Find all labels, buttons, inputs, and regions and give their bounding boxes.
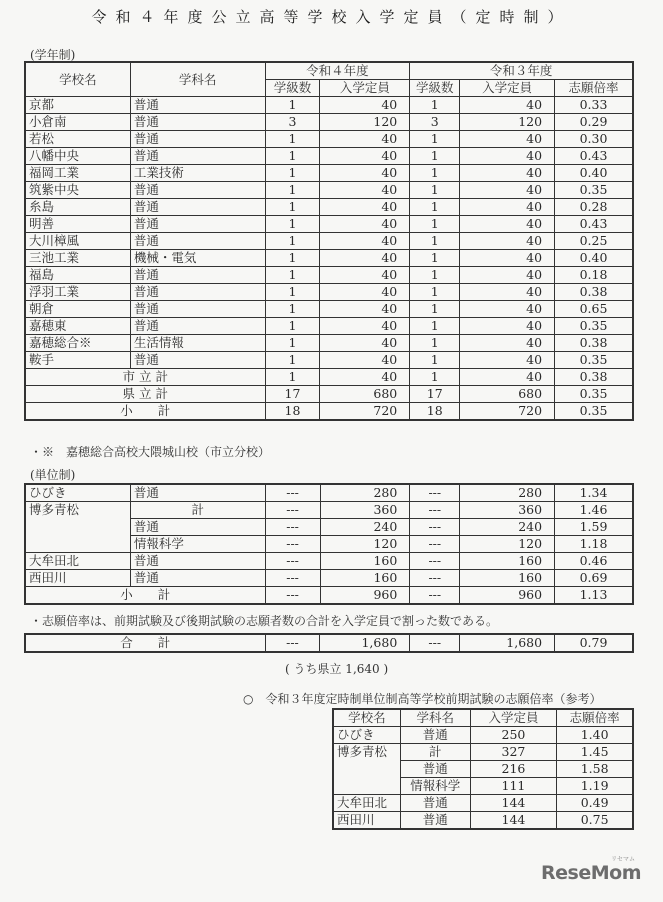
cell-capacity-r3: 40 [460,216,555,233]
cell-rate: 1.40 [557,727,633,744]
header-classes-r3: 学級数 [410,80,460,97]
cell-dept: 普通 [130,148,265,165]
table-row [334,727,633,744]
cell-classes-r4: --- [265,587,320,604]
header-dept: 学科名 [130,63,265,97]
cell-school: 朝倉 [26,301,131,318]
cell-school: ひびき [26,485,131,502]
cell-capacity-r3: 120 [460,114,555,131]
cell-classes-r4: --- [265,635,320,652]
cell-dept: 情報科学 [130,536,265,553]
cell-capacity-r4: 40 [320,250,410,267]
cell-dept: 普通 [130,233,265,250]
cell-dept: 普通 [130,485,265,502]
cell-dept: 機械・電気 [130,250,265,267]
ref-header-rate: 志願倍率 [557,710,633,727]
cell-dept: 普通 [130,199,265,216]
cell-capacity-r3: 40 [460,250,555,267]
cell-rate: 0.69 [555,570,633,587]
cell-classes-r4: 1 [265,284,320,301]
header-r4: 令和４年度 [265,63,410,80]
grand-total-row [26,635,633,652]
cell-capacity: 111 [470,778,557,795]
cell-capacity-r4: 160 [320,570,410,587]
cell-classes-r4: 1 [265,301,320,318]
cell-dept: 普通 [130,352,265,369]
cell-classes-r3: 1 [410,318,460,335]
cell-classes-r3: --- [410,502,460,519]
cell-capacity-r4: 40 [320,352,410,369]
cell-classes-r4: 18 [265,403,320,420]
cell-dept: 普通 [130,553,265,570]
cell-school: 西田川 [26,570,131,587]
cell-rate: 0.65 [555,301,633,318]
cell-capacity-r4: 40 [320,165,410,182]
subtotal-row [26,587,633,604]
cell-classes-r3: --- [410,485,460,502]
cell-capacity-r3: 720 [460,403,555,420]
cell-dept: 情報科学 [400,778,470,795]
cell-dept: 普通 [400,727,470,744]
cell-capacity-r4: 960 [320,587,410,604]
table-row [26,553,633,570]
table-row [26,165,633,182]
table-row [26,267,633,284]
cell-classes-r3: 1 [410,165,460,182]
header-rate: 志願倍率 [555,80,633,97]
cell-classes-r3: --- [410,536,460,553]
cell-rate: 0.35 [555,352,633,369]
cell-capacity-r3: 40 [460,148,555,165]
cell-classes-r3: 1 [410,148,460,165]
credit-system-table [25,484,633,604]
cell-capacity-r4: 120 [320,114,410,131]
grade-system-table [25,62,633,420]
cell-capacity-r4: 120 [320,536,410,553]
cell-capacity-r4: 40 [320,267,410,284]
cell-school: 京都 [26,97,131,114]
cell-rate: 0.18 [555,267,633,284]
cell-dept: 生活情報 [130,335,265,352]
cell-classes-r4: 1 [265,233,320,250]
cell-capacity-r4: 680 [320,386,410,403]
cell-classes-r4: 3 [265,114,320,131]
cell-school: 鞍手 [26,352,131,369]
ref-header-school: 学校名 [334,710,401,727]
cell-capacity-r3: 960 [460,587,555,604]
cell-capacity-r4: 40 [320,301,410,318]
cell-classes-r4: --- [265,536,320,553]
cell-classes-r4: 1 [265,216,320,233]
ref-header-dept: 学科名 [400,710,470,727]
table-row [26,502,633,519]
total-label: 市 立 計 [26,369,266,386]
cell-school: 小倉南 [26,114,131,131]
cell-school: 若松 [26,131,131,148]
cell-classes-r4: --- [265,553,320,570]
cell-capacity-r4: 1,680 [320,635,410,652]
cell-capacity-r3: 680 [460,386,555,403]
cell-classes-r3: 1 [410,284,460,301]
cell-rate: 0.43 [555,216,633,233]
cell-capacity-r3: 40 [460,369,555,386]
grand-total-table [25,634,633,652]
table-row [26,250,633,267]
total-row [26,369,633,386]
cell-capacity-r3: 40 [460,233,555,250]
cell-classes-r3: 18 [410,403,460,420]
logo-text: ReseMom [541,862,641,884]
cell-classes-r3: 17 [410,386,460,403]
cell-classes-r3: 1 [410,233,460,250]
cell-capacity-r3: 40 [460,301,555,318]
cell-capacity-r3: 40 [460,267,555,284]
table-row [26,182,633,199]
cell-rate: 0.35 [555,182,633,199]
cell-classes-r3: --- [410,635,460,652]
cell-rate: 1.18 [555,536,633,553]
cell-rate: 0.46 [555,553,633,570]
cell-dept: 普通 [400,795,470,812]
cell-rate: 0.79 [555,635,633,652]
cell-capacity-r4: 40 [320,148,410,165]
cell-school: 浮羽工業 [26,284,131,301]
cell-classes-r3: --- [410,553,460,570]
cell-dept: 普通 [130,570,265,587]
cell-rate: 0.38 [555,284,633,301]
cell-rate: 1.45 [557,744,633,761]
cell-capacity-r4: 40 [320,335,410,352]
cell-capacity-r3: 40 [460,165,555,182]
cell-rate: 0.33 [555,97,633,114]
cell-classes-r4: 17 [265,386,320,403]
cell-capacity-r3: 40 [460,284,555,301]
cell-capacity-r4: 40 [320,233,410,250]
cell-school: 博多青松 [26,502,131,553]
cell-classes-r3: 1 [410,352,460,369]
cell-rate: 0.75 [557,812,633,829]
cell-classes-r3: 1 [410,182,460,199]
cell-classes-r4: 1 [265,131,320,148]
cell-classes-r3: 1 [410,335,460,352]
cell-classes-r3: 1 [410,267,460,284]
cell-classes-r4: 1 [265,267,320,284]
cell-dept: 工業技術 [130,165,265,182]
cell-dept: 普通 [130,318,265,335]
cell-rate: 0.30 [555,131,633,148]
cell-capacity-r3: 160 [460,570,555,587]
cell-classes-r4: --- [265,485,320,502]
cell-rate: 0.29 [555,114,633,131]
cell-capacity-r3: 40 [460,182,555,199]
cell-school: 大牟田北 [334,795,401,812]
cell-classes-r4: 1 [265,335,320,352]
cell-capacity-r3: 40 [460,318,555,335]
table-row [26,335,633,352]
cell-rate: 0.38 [555,335,633,352]
total-row [26,386,633,403]
cell-capacity-r3: 40 [460,352,555,369]
cell-rate: 0.40 [555,165,633,182]
total-label: 小 計 [26,403,266,420]
cell-dept: 普通 [130,114,265,131]
cell-school: 筑紫中央 [26,182,131,199]
cell-classes-r3: 1 [410,369,460,386]
cell-rate: 0.35 [555,403,633,420]
table-row [334,795,633,812]
cell-capacity: 250 [470,727,557,744]
cell-capacity-r3: 40 [460,199,555,216]
header-r3: 令和３年度 [410,63,633,80]
grand-total-label: 合 計 [26,635,266,652]
cell-capacity-r4: 40 [320,369,410,386]
table-row [26,570,633,587]
cell-classes-r4: 1 [265,250,320,267]
cell-rate: 1.34 [555,485,633,502]
table-row [26,352,633,369]
cell-dept: 普通 [130,267,265,284]
table-row [26,131,633,148]
cell-classes-r4: 1 [265,182,320,199]
cell-classes-r4: 1 [265,148,320,165]
cell-capacity-r3: 40 [460,335,555,352]
cell-school: 大牟田北 [26,553,131,570]
total-label: 県 立 計 [26,386,266,403]
cell-rate: 1.46 [555,502,633,519]
cell-dept: 普通 [400,761,470,778]
table-row [26,216,633,233]
cell-capacity-r4: 40 [320,131,410,148]
cell-capacity-r3: 1,680 [460,635,555,652]
cell-classes-r3: 1 [410,250,460,267]
table-row [26,148,633,165]
cell-capacity: 216 [470,761,557,778]
cell-classes-r3: --- [410,519,460,536]
cell-school: 博多青松 [334,744,401,795]
cell-capacity-r3: 40 [460,131,555,148]
table-row [26,233,633,250]
cell-classes-r4: --- [265,502,320,519]
cell-capacity-r4: 40 [320,216,410,233]
cell-rate: 0.43 [555,148,633,165]
total-row [26,403,633,420]
cell-classes-r3: 3 [410,114,460,131]
cell-capacity-r4: 40 [320,97,410,114]
cell-school: 糸島 [26,199,131,216]
cell-dept: 普通 [130,301,265,318]
cell-rate: 1.13 [555,587,633,604]
cell-dept: 普通 [130,97,265,114]
section-label-credit-system: (単位制) [30,468,76,482]
cell-rate: 0.35 [555,318,633,335]
cell-classes-r3: 1 [410,216,460,233]
cell-school: 嘉穂東 [26,318,131,335]
cell-dept: 普通 [130,182,265,199]
cell-capacity-r3: 40 [460,97,555,114]
cell-classes-r3: 1 [410,131,460,148]
cell-classes-r4: --- [265,570,320,587]
cell-school: ひびき [334,727,401,744]
cell-school: 大川樟風 [26,233,131,250]
cell-school: 三池工業 [26,250,131,267]
cell-capacity-r4: 40 [320,182,410,199]
cell-rate: 0.40 [555,250,633,267]
cell-school: 福岡工業 [26,165,131,182]
cell-capacity-r4: 40 [320,284,410,301]
cell-classes-r3: --- [410,570,460,587]
cell-rate: 0.38 [555,369,633,386]
cell-classes-r3: 1 [410,199,460,216]
cell-capacity-r3: 280 [460,485,555,502]
table-row [26,301,633,318]
cell-capacity-r4: 40 [320,318,410,335]
table-row [26,97,633,114]
cell-classes-r3: 1 [410,301,460,318]
note-branch-school: ・※ 嘉穂総合高校大隈城山校（市立分校） [30,445,271,459]
cell-classes-r4: 1 [265,352,320,369]
cell-dept: 普通 [400,812,470,829]
note-rate-definition: ・志願倍率は、前期試験及び後期試験の志願者数の合計を入学定員で割った数である。 [30,614,499,628]
cell-dept: 普通 [130,284,265,301]
cell-rate: 0.49 [557,795,633,812]
prefectural-subtotal-note: ( うち県立 1,640 ) [285,662,389,676]
table-row [26,318,633,335]
header-classes-r4: 学級数 [265,80,320,97]
cell-rate: 0.25 [555,233,633,250]
header-capacity-r3: 入学定員 [460,80,555,97]
table-row [26,114,633,131]
cell-dept: 計 [130,502,265,519]
resemom-logo [541,856,641,884]
table-row [334,812,633,829]
table-row [26,199,633,216]
cell-capacity: 327 [470,744,557,761]
cell-classes-r3: --- [410,587,460,604]
cell-rate: 1.58 [557,761,633,778]
cell-rate: 1.19 [557,778,633,795]
cell-dept: 計 [400,744,470,761]
cell-school: 八幡中央 [26,148,131,165]
cell-capacity-r3: 160 [460,553,555,570]
table-row [26,485,633,502]
cell-dept: 普通 [130,216,265,233]
cell-capacity: 144 [470,795,557,812]
cell-capacity: 144 [470,812,557,829]
cell-dept: 普通 [130,131,265,148]
cell-capacity-r4: 280 [320,485,410,502]
cell-capacity-r3: 240 [460,519,555,536]
cell-capacity-r4: 720 [320,403,410,420]
table-row [334,744,633,761]
ref-header-capacity: 入学定員 [470,710,557,727]
cell-classes-r4: 1 [265,199,320,216]
reference-title: ○ 令和３年度定時制単位制高等学校前期試験の志願倍率（参考） [243,692,602,706]
cell-school: 福島 [26,267,131,284]
table-row [26,284,633,301]
logo-kana: リセマム [611,856,635,863]
header-school: 学校名 [26,63,131,97]
section-label-grade-system: (学年制) [30,48,76,62]
cell-capacity-r4: 240 [320,519,410,536]
cell-rate: 1.59 [555,519,633,536]
cell-classes-r4: --- [265,519,320,536]
cell-dept: 普通 [130,519,265,536]
cell-rate: 0.35 [555,386,633,403]
cell-school: 西田川 [334,812,401,829]
cell-classes-r3: 1 [410,97,460,114]
cell-rate: 0.28 [555,199,633,216]
cell-capacity-r3: 360 [460,502,555,519]
cell-capacity-r4: 360 [320,502,410,519]
cell-classes-r4: 1 [265,318,320,335]
page-title: 令和４年度公立高等学校入学定員（定時制） [91,8,572,26]
subtotal-label: 小 計 [26,587,266,604]
header-capacity-r4: 入学定員 [320,80,410,97]
cell-classes-r4: 1 [265,165,320,182]
cell-capacity-r4: 160 [320,553,410,570]
cell-capacity-r3: 120 [460,536,555,553]
reference-table [333,709,633,829]
cell-classes-r4: 1 [265,97,320,114]
cell-capacity-r4: 40 [320,199,410,216]
cell-school: 嘉穂総合※ [26,335,131,352]
cell-school: 明善 [26,216,131,233]
cell-classes-r4: 1 [265,369,320,386]
